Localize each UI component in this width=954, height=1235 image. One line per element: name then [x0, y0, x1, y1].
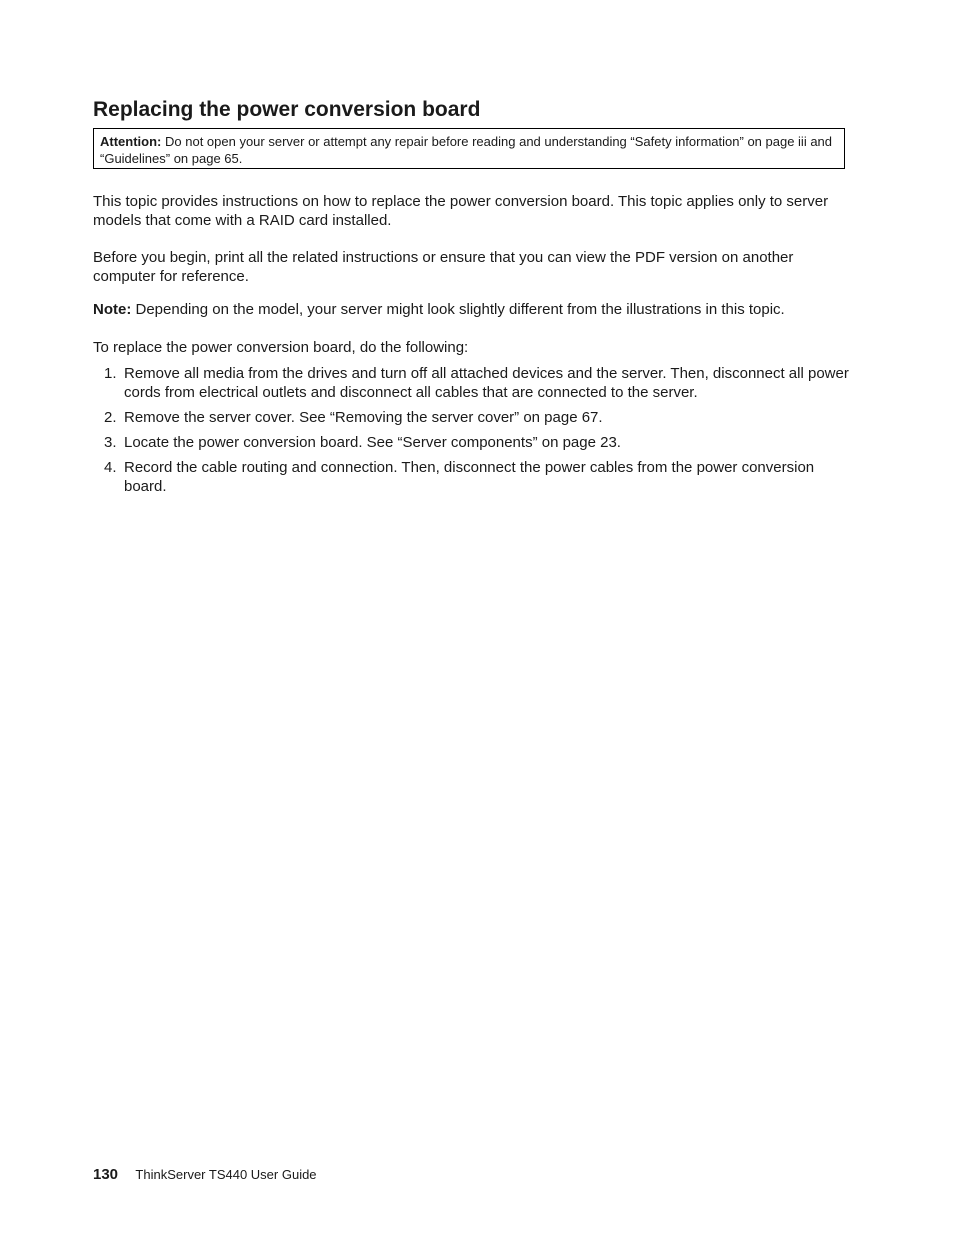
- note-text: Depending on the model, your server might look slightly different from the illustrations in this topic.: [135, 301, 785, 318]
- page-title: Replacing the power conversion board: [93, 98, 481, 121]
- step-number: 3.: [104, 434, 117, 451]
- page-footer: [93, 1166, 317, 1184]
- before-you-begin-paragraph: Before you begin, print all the related instructions or ensure that you can view the PDF version on another computer for reference.: [93, 249, 794, 285]
- step-text: Record the cable routing and connection. Then, disconnect the power cables from the power conversion board.: [124, 459, 815, 495]
- attention-label: Attention:: [100, 134, 162, 149]
- intro-paragraph: This topic provides instructions on how to replace the power conversion board. This topic applies only to server models that come with a RAID card installed.: [93, 193, 829, 229]
- document-title: ThinkServer TS440 User Guide: [135, 1167, 317, 1182]
- step-number: 2.: [104, 409, 117, 426]
- step-text: Remove the server cover. See “Removing the server cover” on page 67.: [124, 409, 603, 426]
- step-item: [93, 364, 853, 402]
- procedure-intro: To replace the power conversion board, do the following:: [93, 339, 469, 356]
- step-number: 4.: [104, 459, 117, 476]
- step-text: Remove all media from the drives and turn off all attached devices and the server. Then, disconnect all power cords from electrical outlets and disconnect all cables that are connected to the server.: [124, 365, 849, 401]
- procedure-steps: [93, 364, 853, 502]
- note-paragraph: [93, 301, 853, 320]
- note-label: Note:: [93, 301, 132, 318]
- page-number: 130: [93, 1166, 119, 1183]
- step-number: 1.: [104, 365, 117, 382]
- step-text: Locate the power conversion board. See “Server components” on page 23.: [124, 434, 621, 451]
- attention-notice: [93, 128, 845, 169]
- attention-text: Do not open your server or attempt any repair before reading and understanding “Safety information” on page iii and “Guidelines” on page 65.: [100, 134, 833, 166]
- step-item: [93, 433, 853, 452]
- step-item: [93, 408, 853, 427]
- step-item: [93, 458, 853, 496]
